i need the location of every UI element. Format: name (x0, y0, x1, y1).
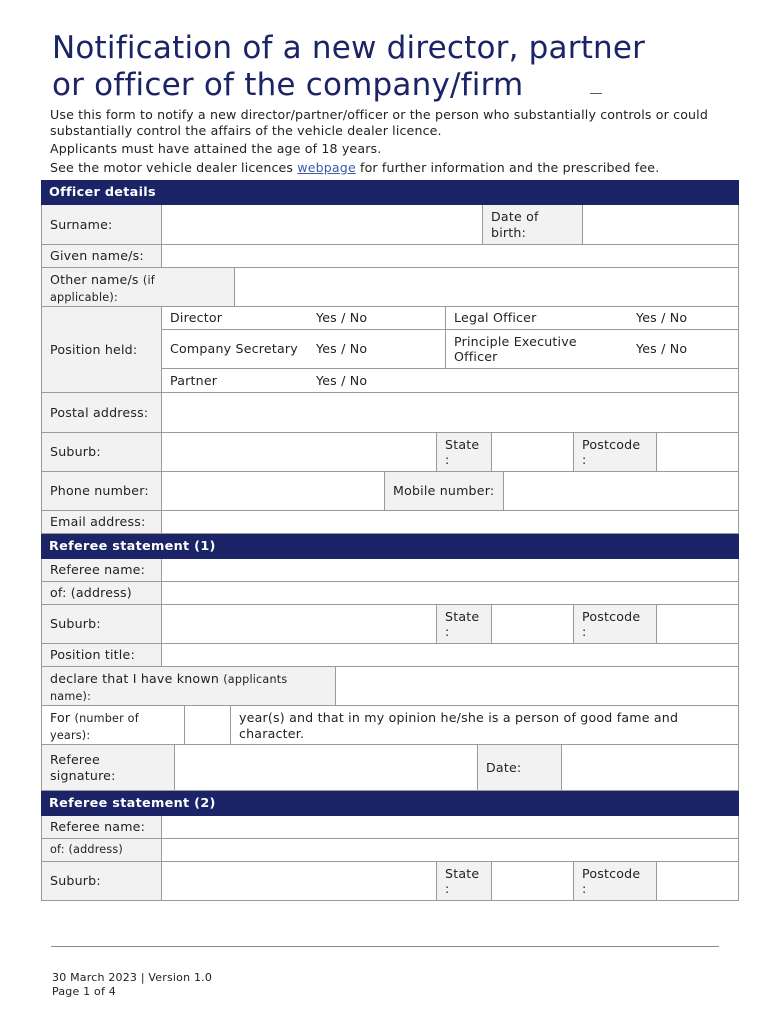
referee1-state-label: State : (437, 605, 492, 643)
mobile-field[interactable] (504, 472, 738, 510)
footer-version: 30 March 2023 | Version 1.0 (52, 971, 213, 984)
for-hint: (number of years): (50, 712, 139, 742)
referee2-name-label: Referee name: (42, 816, 162, 838)
postal-address-row (41, 393, 739, 433)
email-label: Email address: (42, 511, 162, 533)
intro-p3-text: See the motor vehicle dealer licences (50, 159, 298, 175)
referee1-declare-row (41, 667, 739, 706)
referee1-years-field[interactable] (185, 706, 231, 744)
title-line-2: or officer of the company/firm (52, 67, 524, 103)
referee1-suburb-row (41, 605, 739, 644)
officer-suburb-field[interactable] (162, 433, 437, 471)
dob-label: Date of birth: (483, 205, 583, 244)
postal-address-label: Postal address: (42, 393, 162, 432)
webpage-link[interactable]: webpage (297, 159, 356, 175)
phone-field[interactable] (162, 472, 385, 510)
referee1-address-label: of: (address) (42, 582, 162, 604)
title-underscore-mark (590, 93, 602, 94)
referee1-signature-label: Referee signature: (42, 745, 175, 790)
referee1-position-label: Position title: (42, 644, 162, 666)
referee1-applicant-name-field[interactable] (336, 667, 738, 705)
referee2-state-field[interactable] (492, 862, 574, 900)
intro-text (50, 107, 740, 178)
phone-row (41, 472, 739, 511)
referee1-postcode-label: Postcode : (574, 605, 657, 643)
referee1-address-field[interactable] (162, 582, 738, 604)
given-names-field[interactable] (162, 245, 738, 267)
dob-field[interactable] (583, 205, 738, 244)
referee1-state-field[interactable] (492, 605, 574, 643)
referee2-state-label: State : (437, 862, 492, 900)
referee1-years-statement: year(s) and that in my opinion he/she is a person of good fame and character. (231, 706, 738, 744)
referee1-address-row (41, 582, 739, 605)
referee1-signature-row (41, 745, 739, 791)
referee1-position-row (41, 644, 739, 667)
footer-divider (51, 946, 719, 947)
referee2-suburb-row (41, 862, 739, 901)
position-row-2 (162, 330, 738, 369)
intro-paragraph-2: Applicants must have attained the age of 18 years. (50, 141, 382, 156)
title-line-1: Notification of a new director, partner (52, 30, 646, 66)
officer-postcode-label: Postcode : (574, 433, 657, 471)
officer-state-field[interactable] (492, 433, 574, 471)
officer-state-label: State : (437, 433, 492, 471)
referee1-for-label (42, 706, 185, 744)
principal-executive-yes-no[interactable]: Yes / No (636, 341, 688, 357)
phone-label: Phone number: (42, 472, 162, 510)
intro-paragraph-3 (50, 160, 740, 176)
surname-row (41, 205, 739, 245)
for-text: For (50, 710, 71, 725)
legal-officer-label: Legal Officer (445, 307, 628, 329)
section-header-officer-details: Officer details (41, 180, 739, 205)
other-names-row (41, 268, 739, 307)
intro-paragraph-1: Use this form to notify a new director/partner/officer or the person who substantially controls or could substantially control the affairs of the vehicle dealer licence. (50, 107, 708, 138)
footer (52, 971, 212, 999)
referee2-suburb-field[interactable] (162, 862, 437, 900)
company-secretary-label: Company Secretary (170, 341, 298, 357)
referee1-suburb-field[interactable] (162, 605, 437, 643)
position-options (162, 307, 738, 392)
referee2-address-field[interactable] (162, 839, 738, 861)
officer-suburb-label: Suburb: (42, 433, 162, 471)
application-form (41, 180, 739, 901)
position-held-label: Position held: (42, 307, 162, 392)
surname-field[interactable] (162, 205, 483, 244)
declare-text: declare that I have known (50, 671, 219, 686)
email-row (41, 511, 739, 534)
officer-postcode-field[interactable] (657, 433, 738, 471)
referee1-years-row (41, 706, 739, 745)
other-names-hint: (if applicable): (50, 274, 155, 304)
surname-label: Surname: (42, 205, 162, 244)
intro-p3-text-end: for further information and the prescribed fee. (355, 159, 660, 175)
referee2-postcode-field[interactable] (657, 862, 738, 900)
page-title (52, 30, 742, 104)
officer-suburb-row (41, 433, 739, 472)
other-names-label (42, 268, 235, 306)
referee1-date-label: Date: (478, 745, 562, 790)
partner-yes-no[interactable]: Yes / No (316, 372, 368, 388)
declare-hint: (applicants name): (50, 673, 288, 703)
principal-executive-label: Principle Executive Officer (445, 330, 628, 368)
referee2-name-field[interactable] (162, 816, 738, 838)
postal-address-field[interactable] (162, 393, 738, 432)
position-row-3-blank (445, 369, 738, 392)
referee1-date-field[interactable] (562, 745, 738, 790)
referee1-signature-field[interactable] (175, 745, 478, 790)
company-secretary-yes-no[interactable]: Yes / No (316, 341, 368, 357)
referee1-position-field[interactable] (162, 644, 738, 666)
given-names-label: Given name/s: (42, 245, 162, 267)
given-names-row (41, 245, 739, 268)
referee1-name-row (41, 559, 739, 582)
other-names-field[interactable] (235, 268, 738, 306)
referee2-address-label: of: (address) (42, 839, 162, 861)
referee2-address-row (41, 839, 739, 862)
referee2-suburb-label: Suburb: (42, 862, 162, 900)
position-held-block (41, 307, 739, 393)
position-row-3 (162, 369, 738, 392)
referee1-suburb-label: Suburb: (42, 605, 162, 643)
referee2-postcode-label: Postcode : (574, 862, 657, 900)
partner-label: Partner (170, 372, 218, 388)
referee1-name-field[interactable] (162, 559, 738, 581)
section-header-referee-1: Referee statement (1) (41, 534, 739, 559)
director-yes-no[interactable]: Yes / No (316, 310, 368, 326)
director-label: Director (170, 310, 223, 326)
referee2-name-row (41, 816, 739, 839)
legal-officer-yes-no[interactable]: Yes / No (636, 310, 688, 326)
email-field[interactable] (162, 511, 738, 533)
position-row-1 (162, 307, 738, 330)
referee1-declare-label (42, 667, 336, 705)
other-names-text: Other name/s (50, 272, 139, 287)
referee1-name-label: Referee name: (42, 559, 162, 581)
mobile-label: Mobile number: (385, 472, 504, 510)
referee1-postcode-field[interactable] (657, 605, 738, 643)
footer-page-number: Page 1 of 4 (52, 985, 116, 998)
section-header-referee-2: Referee statement (2) (41, 791, 739, 816)
